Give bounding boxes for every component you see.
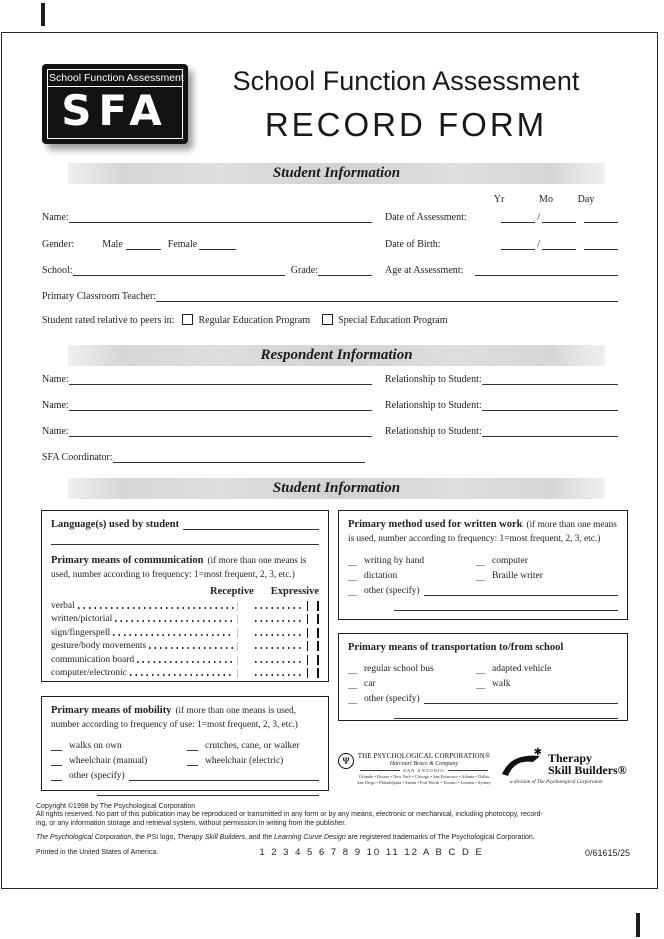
- psi-logo-icon: Ψ: [338, 753, 354, 769]
- frequency-blank[interactable]: [476, 663, 485, 674]
- respondent-name-line[interactable]: [69, 399, 372, 411]
- dot-leader: [130, 674, 234, 676]
- languages-line-2[interactable]: [51, 531, 319, 545]
- mobility-option-label: wheelchair (electric): [205, 756, 284, 766]
- sfa-logo: [42, 64, 188, 144]
- trademark-name: Therapy Skill Builders: [177, 834, 245, 842]
- frequency-blank[interactable]: [476, 555, 485, 566]
- other-specify-label: other (specify): [69, 771, 125, 781]
- communication-box: [41, 510, 329, 682]
- other-specify-label: other (specify): [364, 694, 420, 704]
- rights-line: ing, or any information storage and retrieval system, without permission in writing from the publisher.: [36, 819, 347, 827]
- expressive-column-header: Expressive: [270, 586, 319, 597]
- name-label: Name:: [42, 212, 69, 223]
- communication-option-label: gesture/body movements: [51, 641, 147, 651]
- relationship-label: Relationship to Student:: [385, 400, 482, 411]
- relationship-label: Relationship to Student:: [385, 426, 482, 437]
- dot-leader: [255, 674, 301, 676]
- expressive-slot[interactable]: [307, 668, 319, 678]
- written-work-title: Primary method used for written work: [348, 519, 523, 530]
- rights-line: All rights reserved. No part of this publication may be reproduced or transmitted in any form or by any means, electronic or mechanical, including photocopy, record-: [36, 811, 543, 819]
- form-title: School Function Assessment: [232, 66, 580, 96]
- sfa-logo-acronym: SFA: [61, 86, 169, 135]
- communication-title: Primary means of communication: [51, 555, 204, 566]
- swoosh-icon: [500, 747, 544, 778]
- mobility-option-label: wheelchair (manual): [69, 756, 148, 766]
- frequency-blank[interactable]: [51, 755, 62, 766]
- communication-row: [51, 652, 319, 665]
- copyright-line: Copyright ©1998 by The Psychological Corporation: [36, 803, 196, 810]
- frequency-blank[interactable]: [476, 678, 485, 689]
- dot-leader: [78, 607, 234, 609]
- psychological-corporation-logo: [338, 752, 492, 785]
- birth-month-line[interactable]: [542, 238, 576, 250]
- expressive-slot[interactable]: [307, 655, 319, 665]
- communication-option-label: written/pictorial: [51, 614, 113, 624]
- trademark-name: Learning Curve Design: [274, 834, 346, 842]
- frequency-blank[interactable]: [348, 585, 357, 596]
- dot-leader: [255, 620, 301, 622]
- tsb-name-line1: Therapy: [548, 750, 593, 765]
- relationship-line[interactable]: [482, 425, 618, 437]
- frequency-blank[interactable]: [348, 663, 357, 674]
- dot-leader: [113, 634, 234, 636]
- regular-education-checkbox[interactable]: [182, 314, 193, 325]
- frequency-blank[interactable]: [476, 570, 485, 581]
- section-header-respondent-information: Respondent Information: [68, 345, 605, 366]
- frequency-blank[interactable]: [51, 770, 62, 781]
- school-line[interactable]: [73, 264, 285, 276]
- frequency-blank[interactable]: [187, 740, 198, 751]
- teacher-line[interactable]: [156, 290, 618, 302]
- frequency-blank[interactable]: [187, 755, 198, 766]
- date-separator: /: [537, 212, 540, 223]
- assessment-day-line[interactable]: [584, 211, 618, 223]
- communication-option-label: computer/electronic: [51, 668, 127, 678]
- regular-education-label: Regular Education Program: [198, 315, 311, 326]
- respondent-name-line[interactable]: [69, 425, 372, 437]
- mobility-title: Primary means of mobility: [51, 705, 172, 716]
- mobility-option-label: walks on own: [69, 741, 122, 751]
- assessment-year-line[interactable]: [501, 211, 535, 223]
- transportation-title: Primary means of transportation to/from school: [348, 642, 564, 653]
- tpc-cities-line: San Diego • Philadelphia • Austin • Fort Worth • Toronto • London • Sydney: [357, 779, 492, 785]
- communication-option-label: sign/fingerspell: [51, 627, 111, 638]
- transportation-option-label: walk: [492, 679, 511, 689]
- relationship-line[interactable]: [482, 373, 618, 385]
- expressive-slot[interactable]: [307, 628, 319, 638]
- mobility-subtitle: (if more than one means is used, number according to frequency of use: 1=most frequent, 2, 3, etc.): [51, 706, 298, 730]
- written-work-box: [338, 510, 628, 620]
- birth-day-line[interactable]: [584, 238, 618, 250]
- languages-used-label: Language(s) used by student: [51, 519, 180, 530]
- other-specify-line-2[interactable]: [394, 598, 618, 611]
- female-label: Female: [167, 239, 198, 250]
- date-of-birth-label: Date of Birth:: [385, 239, 441, 250]
- communication-option-label: communication board: [51, 654, 135, 665]
- mobility-option-label: crutches, cane, or walker: [205, 741, 300, 751]
- respondent-name-line[interactable]: [69, 373, 372, 385]
- receptive-column-header: Receptive: [210, 586, 254, 597]
- frequency-blank[interactable]: [348, 570, 357, 581]
- respondent-name-label: Name:: [42, 400, 69, 411]
- grade-label: Grade:: [290, 265, 318, 276]
- section-header-student-information-2: Student Information: [68, 478, 605, 499]
- written-work-option-label: writing by hand: [364, 556, 425, 566]
- tpc-name: THE PSYCHOLOGICAL CORPORATION®: [357, 752, 491, 760]
- female-line[interactable]: [199, 238, 236, 250]
- expressive-slot[interactable]: [307, 601, 319, 611]
- mobility-box: [41, 696, 329, 791]
- birth-year-line[interactable]: [501, 238, 535, 250]
- other-specify-line[interactable]: [424, 584, 618, 596]
- transportation-option-label: regular school bus: [364, 664, 434, 674]
- receptive-slot[interactable]: [237, 656, 255, 665]
- special-education-label: Special Education Program: [338, 315, 448, 326]
- column-header-day: Day: [577, 194, 595, 205]
- asterisk-icon: ✱: [533, 747, 542, 758]
- teacher-label: Primary Classroom Teacher:: [42, 291, 157, 302]
- age-at-assessment-label: Age at Assessment:: [385, 265, 464, 276]
- student-name-line[interactable]: [69, 211, 372, 223]
- dot-leader: [255, 634, 301, 636]
- relationship-line[interactable]: [482, 399, 618, 411]
- receptive-slot[interactable]: [237, 602, 255, 611]
- communication-option-label: verbal: [51, 600, 75, 611]
- registration-mark-top: [41, 3, 45, 26]
- expressive-slot[interactable]: [307, 641, 319, 651]
- dot-leader: [149, 647, 234, 649]
- other-specify-line[interactable]: [129, 769, 319, 781]
- assessment-month-line[interactable]: [542, 211, 576, 223]
- male-line[interactable]: [126, 238, 161, 250]
- form-code: 0/61615/25: [584, 847, 630, 858]
- other-specify-label: other (specify): [364, 586, 420, 596]
- respondent-name-label: Name:: [42, 426, 69, 437]
- receptive-slot[interactable]: [237, 642, 255, 651]
- written-work-option-label: computer: [492, 556, 528, 566]
- age-line[interactable]: [475, 264, 618, 276]
- dot-leader: [137, 661, 234, 663]
- school-label: School:: [42, 265, 73, 276]
- communication-row: [51, 638, 319, 651]
- receptive-slot[interactable]: [237, 629, 255, 638]
- transportation-box: [338, 633, 628, 721]
- tsb-name-line2: Skill Builders®: [548, 763, 627, 777]
- relationship-label: Relationship to Student:: [385, 374, 482, 385]
- communication-row: [51, 598, 319, 611]
- sfa-logo-frame: [47, 69, 183, 139]
- dot-leader: [255, 647, 301, 649]
- tsb-division-line: a division of The Psychological Corporation: [510, 779, 603, 785]
- receptive-slot[interactable]: [237, 669, 255, 678]
- frequency-blank[interactable]: [51, 740, 62, 751]
- dot-leader: [255, 607, 301, 609]
- transportation-option-label: adapted vehicle: [492, 664, 552, 674]
- languages-line[interactable]: [183, 518, 319, 530]
- grade-line[interactable]: [318, 264, 372, 276]
- respondent-name-label: Name:: [42, 374, 69, 385]
- tpc-company: Harcourt Brace & Company: [389, 760, 459, 767]
- rated-relative-label: Student rated relative to peers in:: [42, 315, 175, 326]
- frequency-blank[interactable]: [348, 678, 357, 689]
- footer: [36, 803, 630, 857]
- therapy-skill-builders-logo: [500, 747, 640, 785]
- form-subtitle: RECORD FORM: [264, 106, 548, 143]
- trademark-text: , the PSI logo,: [131, 834, 178, 842]
- column-header-yr: Yr: [493, 194, 505, 205]
- trademark-text: , and the: [244, 834, 275, 842]
- print-run-sequence: 1 2 3 4 5 6 7 8 9 10 11 12 A B C D E: [259, 846, 484, 858]
- dot-leader: [115, 620, 234, 622]
- tpc-cities-line: Orlando • Boston • New York • Chicago • San Francisco • Atlanta • Dallas: [358, 773, 490, 779]
- written-work-option-label: dictation: [364, 571, 398, 581]
- trademark-text: are registered trademarks of The Psychological Corporation.: [345, 834, 535, 842]
- transportation-option-label: car: [364, 679, 376, 689]
- date-of-assessment-label: Date of Assessment:: [385, 212, 467, 223]
- tpc-city: SAN ANTONIO: [357, 768, 491, 773]
- communication-row: [51, 665, 319, 678]
- column-header-mo: Mo: [539, 194, 553, 205]
- written-work-option-label: Braille writer: [492, 571, 543, 581]
- communication-row: [51, 625, 319, 638]
- special-education-checkbox[interactable]: [322, 314, 333, 325]
- sfa-coordinator-line[interactable]: [113, 451, 365, 463]
- receptive-slot[interactable]: [237, 615, 255, 624]
- trademark-name: The Psychological Corporation: [36, 834, 132, 842]
- written-work-subtitle: (if more than one means is used, number according to frequency: 1=most frequent, 2, 3, etc.): [348, 520, 617, 544]
- date-separator: /: [537, 239, 540, 250]
- registration-mark-bottom: [636, 913, 640, 937]
- communication-row: [51, 611, 319, 624]
- frequency-blank[interactable]: [348, 555, 357, 566]
- dot-leader: [255, 661, 301, 663]
- expressive-slot[interactable]: [307, 614, 319, 624]
- section-header-student-information: Student Information: [68, 163, 605, 184]
- gender-label: Gender:: [42, 239, 75, 250]
- other-specify-line-2[interactable]: [97, 783, 319, 796]
- sfa-logo-banner: School Function Assessment: [48, 70, 182, 87]
- other-specify-line-2[interactable]: [394, 706, 618, 719]
- male-label: Male: [102, 239, 123, 250]
- frequency-blank[interactable]: [348, 693, 357, 704]
- communication-subtitle: (if more than one means is used, number according to frequency: 1=most frequent, 2, 3, etc.): [51, 556, 307, 580]
- other-specify-line[interactable]: [424, 692, 618, 704]
- trademark-line: [36, 834, 630, 842]
- printed-in-line: Printed in the United States of America.: [36, 848, 159, 856]
- sfa-coordinator-label: SFA Coordinator:: [42, 452, 113, 463]
